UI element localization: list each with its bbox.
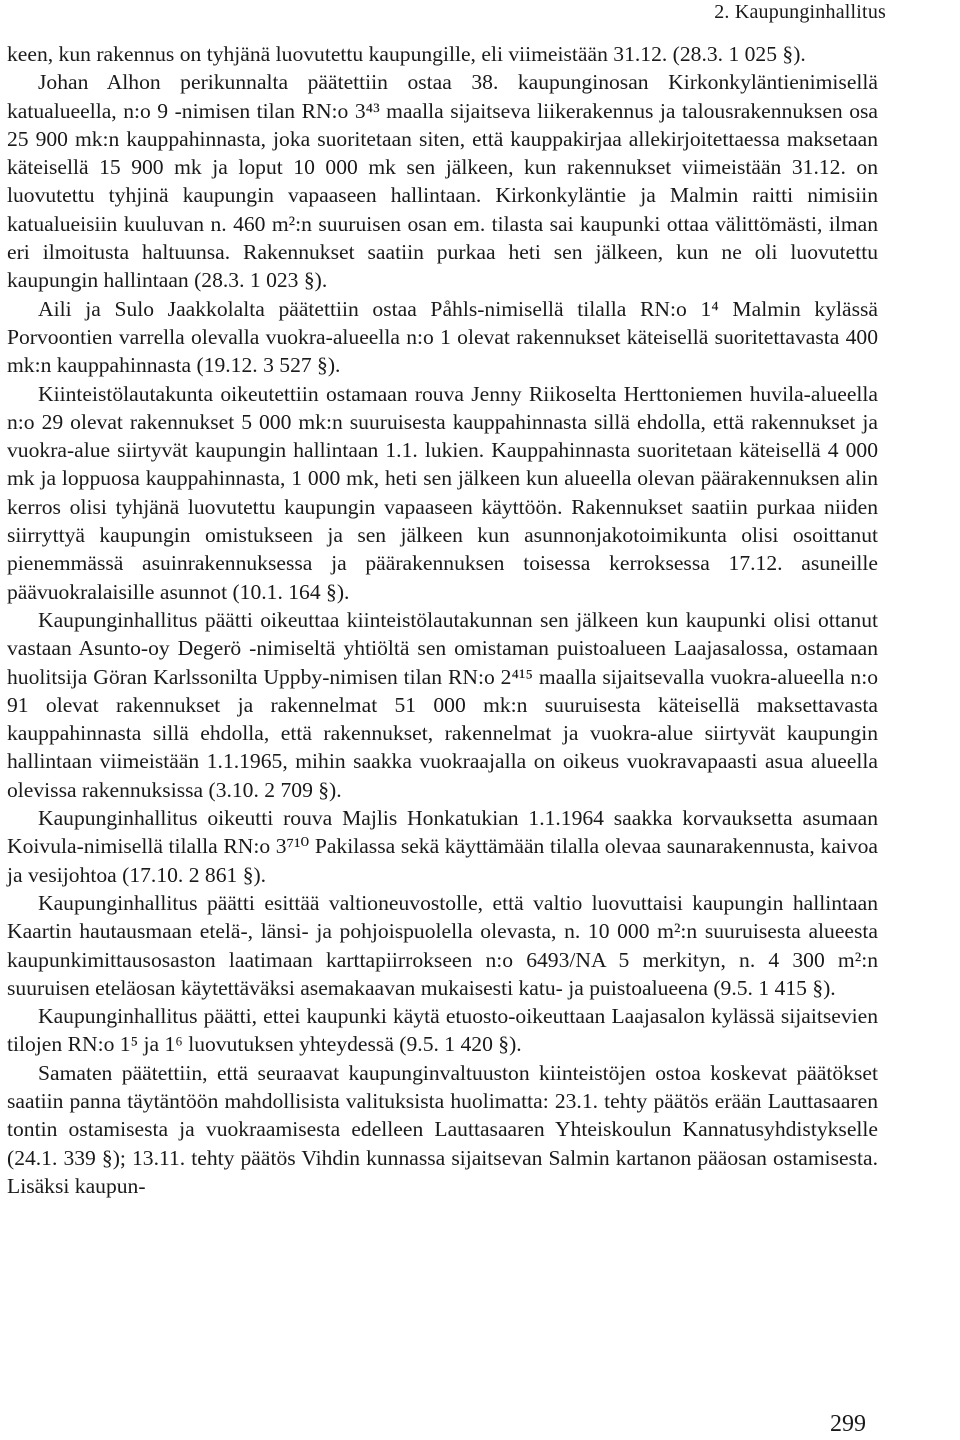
paragraph: Kaupunginhallitus päätti, ettei kaupunki käytä etuosto-oikeuttaan Laajasalon kylässä sijaitsevien tilojen RN:o 1⁵ ja 1⁶ luovutuksen yhteydessä (9.5. 1 420 §). bbox=[7, 1004, 878, 1057]
paragraph: Samaten päätettiin, että seuraavat kaupunginvaltuuston kiinteistöjen ostoa koskevat päätökset saatiin panna täytäntöön mahdollisista valituksista huolimatta: 23.1. tehty päätös erään Lauttasaaren tontin ostamisesta ja vuokraamisesta edelleen Lauttasaaren Yhteiskoulun Kannatusyhdistykselle (24.1. 339 §); 13.11. tehty päätös Vihdin kunnassa sijaitsevan Salmin kartanon pääosan ostamisesta. Lisäksi kaupun- bbox=[7, 1060, 878, 1198]
paragraph: Johan Alhon perikunnalta päätettiin ostaa 38. kaupunginosan Kirkonkyläntienimisellä katualueella, n:o 9 -nimisen tilan RN:o 3⁴³ maalla sijaitseva liikerakennus ja talousrakennuksen osa 25 900 mk:n kauppahinnasta, joka suoritetaan siten, että kauppakirjaa allekirjoitettaessa maksetaan käteisellä 15 900 mk ja loput 10 000 mk sen jälkeen, kun rakennukset viimeistään 31.12. on luovutettu tyhjinä kaupungin vapaaseen hallintaan. Kirkonkyläntie ja Malmin raitti nimisiin katualueisiin kuuluvan n. 460 m²:n suuruisen osan em. tilasta sai kaupunki ottaa välittömästi, ilman eri ilmoitusta haltuunsa. Rakennukset saatiin purkaa heti sen jälkeen, kun ne oli luovutettu kaupungin hallintaan (28.3. 1 023 §). bbox=[7, 70, 878, 293]
paragraph: Kaupunginhallitus päätti oikeuttaa kiinteistölautakunnan sen jälkeen kun kaupunki olisi ottanut vastaan Asunto-oy Degerö -nimiseltä yhtiöltä sen omistaman puistoalueen Laajasalossa, ostamaan huolitsija Göran Karlssonilta Uppby-nimisen tilan RN:o 2⁴¹⁵ maalla sijaitsevalla vuokra-alueella n:o 91 olevat rakennukset ja rakennelmat 51 000 mk:n suuruisesta käteisellä maksettavasta kauppahinnasta sillä ehdolla, että rakennukset, rakennelmat ja vuokra-alue siirtyvät kaupungin hallintaan viimeistään 1.1.1965, mihin saakka vuokraajalla on oikeus vuokravapaasti asua alueella olevissa rakennuksissa (3.10. 2 709 §). bbox=[7, 607, 878, 802]
paragraph: Kaupunginhallitus oikeutti rouva Majlis Honkatukian 1.1.1964 saakka korvauksetta asumaan Koivula-nimisellä tilalla RN:o 3⁷¹⁰ Pakilassa sekä käyttämään tilalla olevaa saunarakennusta, kaivoa ja vesijohtoa (17.10. 2 861 §). bbox=[7, 806, 878, 887]
page-number: 299 bbox=[830, 1411, 866, 1437]
paragraph: Kaupunginhallitus päätti esittää valtioneuvostolle, että valtio luovuttaisi kaupungin hallintaan Kaartin hautausmaan etelä-, länsi- ja pohjoispuolella olevasta, n. 10 000 m²:n suuruisesta alueesta kaupunkimittausosaston laatimaan karttapiirrokseen n:o 6493/NA 5 merkityn, n. 4 300 m²:n suuruisen eteläosan käytettäväksi asemakaavan mukaisesti katu- ja puistoalueena (9.5. 1 415 §). bbox=[7, 890, 878, 1000]
paragraph-continuation: keen, kun rakennus on tyhjänä luovutettu kaupungille, eli viimeistään 31.12. (28.3. 1 025 §). bbox=[7, 42, 806, 66]
paragraph: Aili ja Sulo Jaakkolalta päätettiin ostaa Påhls-nimisellä tilalla RN:o 1⁴ Malmin kylässä Porvoontien varrella olevalla vuokra-alueella n:o 1 olevat rakennukset käteisellä suoritettavasta 400 mk:n kauppahinnasta (19.12. 3 527 §). bbox=[7, 296, 878, 378]
running-header: 2. Kaupunginhallitus bbox=[714, 1, 886, 23]
body-text bbox=[7, 40, 878, 1200]
paragraph: Kiinteistölautakunta oikeutettiin ostamaan rouva Jenny Riikoselta Herttoniemen huvila-alueella n:o 29 olevat rakennukset 5 000 mk:n suuruisesta kauppahinnasta sillä ehdolla, että rakennukset ja vuokra-alue siirtyvät kaupungin hallintaan 1.1. lukien. Kauppahinnasta suoritetaan käteisellä 4 000 mk ja loppuosa kauppahinnasta, 1 000 mk, heti sen jälkeen kun alueella olevan päärakennuksen alin kerros olisi tyhjänä luovutettu kaupungin vapaaseen käyttöön. Rakennukset saatiin purkaa niiden siirryttyä kaupungin omistukseen ja sen jälkeen kun asunnonjakotoimikunta olisi osoittanut pienemmässä asuinrakennuksessa ja päärakennuksen toisessa kerroksessa 17.12. asuneille päävuokralaisille asunnot (10.1. 164 §). bbox=[7, 381, 878, 604]
